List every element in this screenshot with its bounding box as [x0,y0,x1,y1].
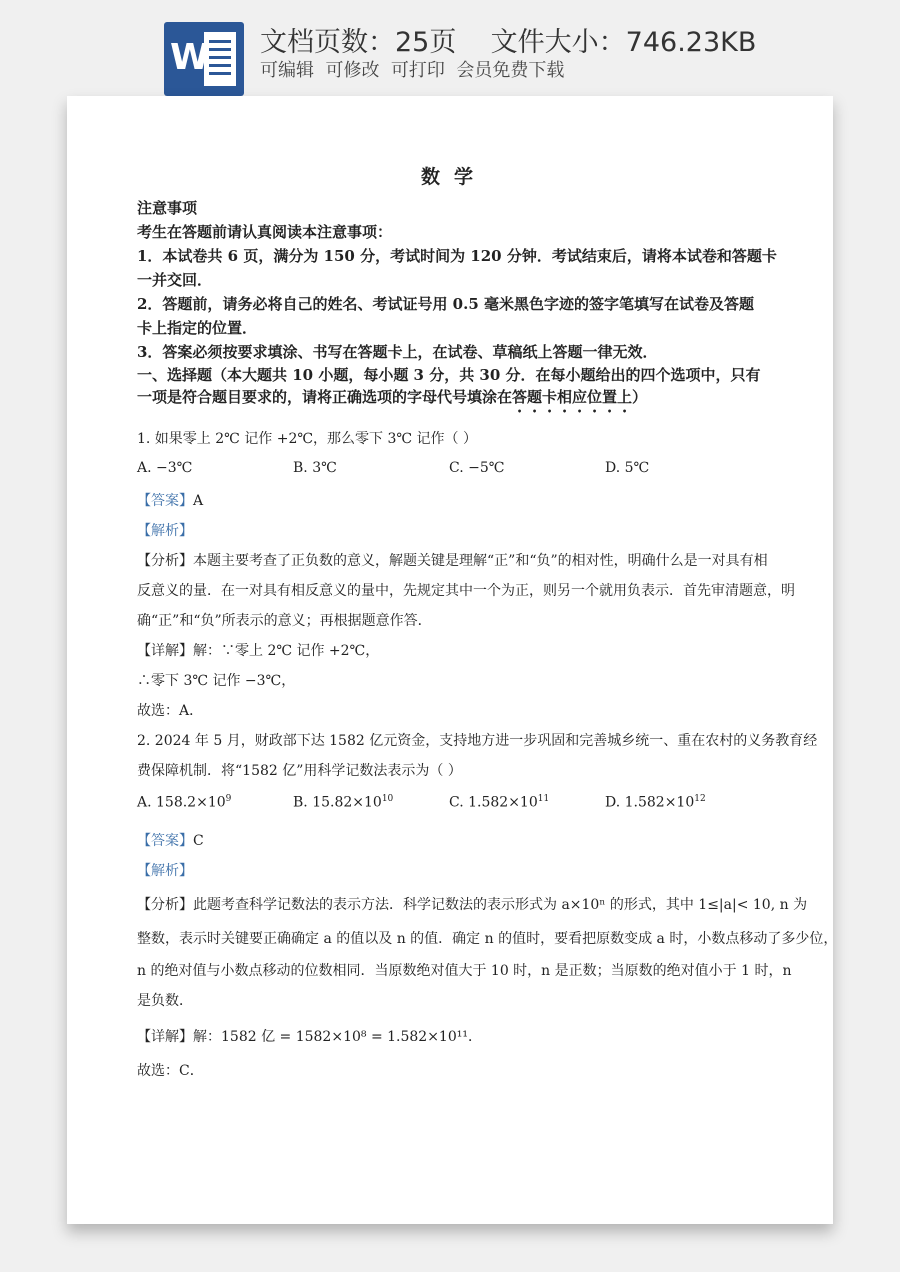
section-heading-cont: 一项是符合题目要求的，请将正确选项的字母代号填涂在答题卡相应位置上） [137,388,648,406]
notice-heading: 注意事项 [137,199,198,217]
q2-option-c: C. $1.582\times 10^{11}$ [449,794,550,811]
q1-analysis-line-2: 反意义的量．在一对具有相反意义的量中，先规定其中一个为正，则另一个就用负表示．首先审清题意，明 [137,583,795,599]
question-1-stem: 1. 如果零上 2℃ 记作 +2℃，那么零下 3℃ 记作（ ） [137,431,477,447]
q1-option-c: C. −5℃ [449,460,505,476]
notice-item-2-cont: 卡上指定的位置． [137,319,258,337]
q1-detail-line-2: ∴零下 3℃ 记作 −3℃， [137,673,296,689]
notice-item-1: 1．本试卷共 6 页，满分为 150 分，考试时间为 120 分钟．考试结束后，请将本试卷和答题卡 [137,247,777,265]
q1-option-b: B. 3℃ [293,460,337,476]
q2-analysis-line-4: 是负数． [137,993,193,1009]
q2-answer: 【答案】C [137,833,204,849]
notice-intro: 考生在答题前请认真阅读本注意事项： [137,223,393,241]
notice-item-3: 3．答案必须按要求填涂、书写在答题卡上，在试卷、草稿纸上答题一律无效． [137,343,658,361]
q1-option-d: D. 5℃ [605,460,650,476]
section-heading: 一、选择题（本大题共 10 小题，每小题 3 分，共 30 分．在每小题给出的四个选项中，只有 [137,366,761,384]
q2-analysis-tag: 【解析】 [137,863,193,879]
q1-analysis-tag: 【解析】 [137,523,193,539]
document-features: 可编辑 可修改 可打印 会员免费下载 [260,60,565,81]
word-document-icon [164,22,244,96]
q1-detail-line-1: 【详解】解：∵零上 2℃ 记作 +2℃， [137,643,380,659]
q2-option-b: B. $15.82\times 10^{10}$ [293,794,394,811]
document-stats: 文档页数：25页 文件大小：746.23KB [260,27,757,58]
q2-detail: 【详解】解：1582 亿 = 1582×10⁸ = 1.582×10¹¹． [137,1029,482,1045]
q1-analysis-line-3: 确“正”和“负”所表示的意义；再根据题意作答． [137,613,432,629]
q1-analysis-line-1: 【分析】本题主要考查了正负数的意义，解题关键是理解“正”和“负”的相对性，明确什么是一对具有相 [137,553,768,569]
q1-answer: 【答案】A [137,493,204,509]
document-page [67,96,838,1224]
q2-choose: 故选：C． [137,1063,204,1079]
notice-item-1-cont: 一并交回． [137,271,213,289]
q2-analysis-line-1: 【分析】此题考查科学记数法的表示方法．科学记数法的表示形式为 a×10ⁿ 的形式，其中 1≤|a|< 10, n 为 [137,897,808,913]
question-2-stem-cont: 费保障机制．将“1582 亿”用科学记数法表示为（ ） [137,763,462,779]
q2-analysis-line-3: n 的绝对值与小数点移动的位数相同．当原数绝对值大于 10 时，n 是正数；当原数的绝对值小于 1 时，n [137,963,792,979]
download-banner [0,0,900,100]
page-title: 数学 [421,166,488,188]
notice-item-2: 2．答题前，请务必将自己的姓名、考试证号用 0.5 毫米黑色字迹的签字笔填写在试卷及答题 [137,295,754,313]
q1-option-a: A. −3℃ [137,460,193,476]
q1-choose: 故选：A． [137,703,204,719]
word-icon-letter: W [170,37,210,78]
q2-option-a: A. $158.2\times 10^9$ [137,794,232,811]
emphasized-text: 答题卡相应位置上 [512,388,633,406]
question-2-stem: 2. 2024 年 5 月，财政部下达 1582 亿元资金，支持地方进一步巩固和完善城乡统一、重在农村的义务教育经 [137,733,818,749]
q2-analysis-line-2: 整数，表示时关键要正确确定 a 的值以及 n 的值．确定 n 的值时，要看把原数变成 a 时，小数点移动了多少位， [137,931,838,947]
q2-option-d: D. $1.582\times 10^{12}$ [605,794,706,811]
